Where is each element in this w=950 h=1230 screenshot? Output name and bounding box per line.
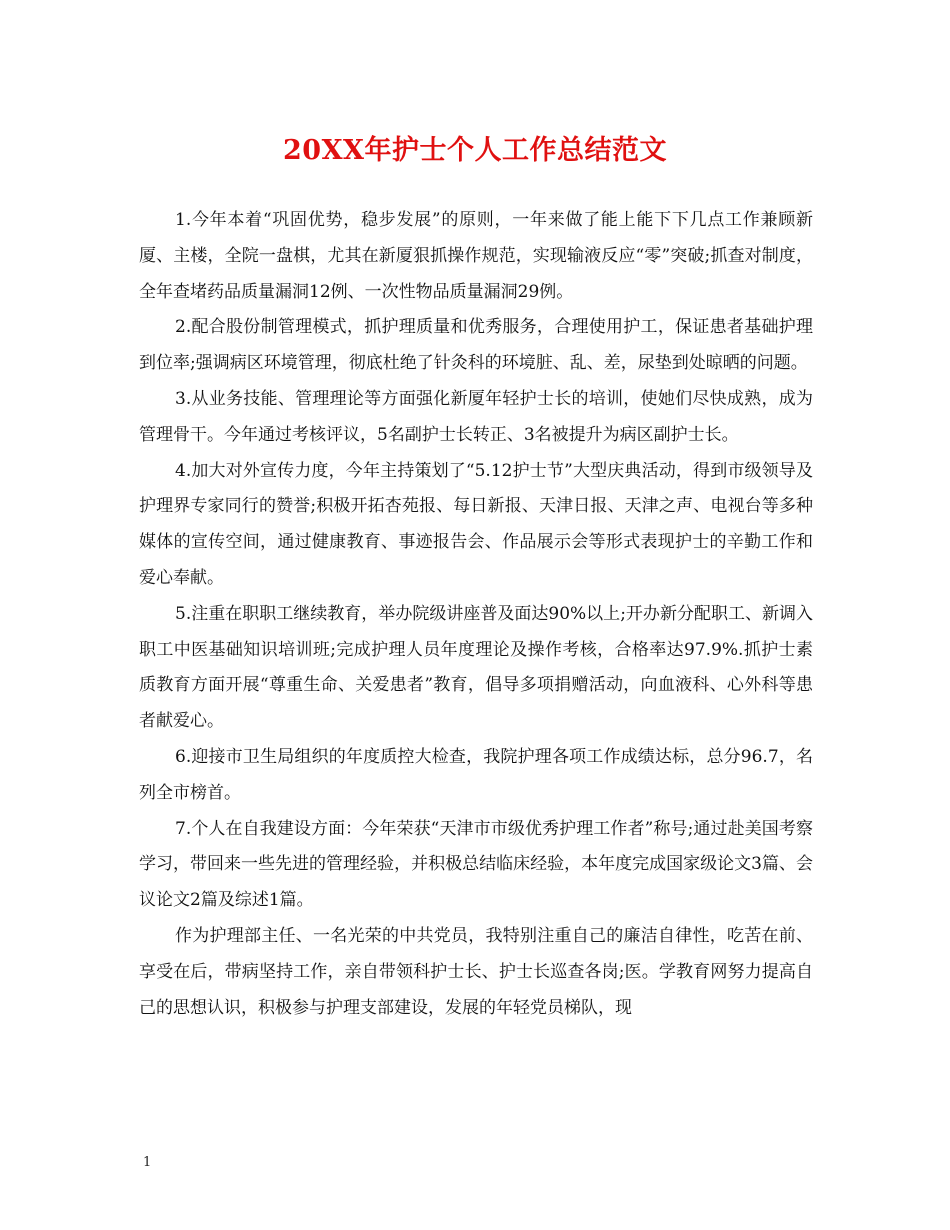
paragraph-3: 3.从业务技能、管理理论等方面强化新厦年轻护士长的培训，使她们尽快成熟，成为管理骨干。今年通过考核评议，5名副护士长转正、3名被提升为病区副护士长。 [139,388,813,445]
paragraph-6: 6.迎接市卫生局组织的年度质控大检查，我院护理各项工作成绩达标，总分96.7，名列全市榜首。 [139,746,813,803]
paragraph-4: 4.加大对外宣传力度，今年主持策划了“5.12护士节”大型庆典活动，得到市级领导及护理界专家同行的赞誉;积极开拓杏苑报、每日新报、天津日报、天津之声、电视台等多种媒体的宣传空间，通过健康教育、事迹报告会、作品展示会等形式表现护士的辛勤工作和爱心奉献。 [139,460,813,588]
document-body [139,203,813,1026]
page-number: 1 [143,1155,152,1170]
document-title: 20XX年护士个人工作总结范文 [283,135,667,166]
paragraph-2: 2.配合股份制管理模式，抓护理质量和优秀服务，合理使用护工，保证患者基础护理到位率;强调病区环境管理，彻底杜绝了针灸科的环境脏、乱、差，尿垫到处晾晒的问题。 [139,317,813,374]
paragraph-8: 作为护理部主任、一名光荣的中共党员，我特别注重自己的廉洁自律性，吃苦在前、享受在后，带病坚持工作，亲自带领科护士长、护士长巡查各岗;医。学教育网努力提高自己的思想认识，积极参与护理支部建设，发展的年轻党员梯队，现 [139,925,813,1018]
paragraph-1: 1.今年本着“巩固优势，稳步发展”的原则，一年来做了能上能下下几点工作兼顾新厦、主楼，全院一盘棋，尤其在新厦狠抓操作规范，实现输液反应“零”突破;抓查对制度，全年查堵药品质量漏洞12例、一次性物品质量漏洞29例。 [139,210,813,302]
paragraph-7: 7.个人在自我建设方面：今年荣获“天津市市级优秀护理工作者”称号;通过赴美国考察学习，带回来一些先进的管理经验，并积极总结临床经验，本年度完成国家级论文3篇、会议论文2篇及综述1篇。 [139,818,813,911]
paragraph-5: 5.注重在职职工继续教育，举办院级讲座普及面达90%以上;开办新分配职工、新调入职工中医基础知识培训班;完成护理人员年度理论及操作考核，合格率达97.9%.抓护士素质教育方面开展“尊重生命、关爱患者”教育，倡导多项捐赠活动，向血液科、心外科等患者献爱心。 [139,603,813,732]
